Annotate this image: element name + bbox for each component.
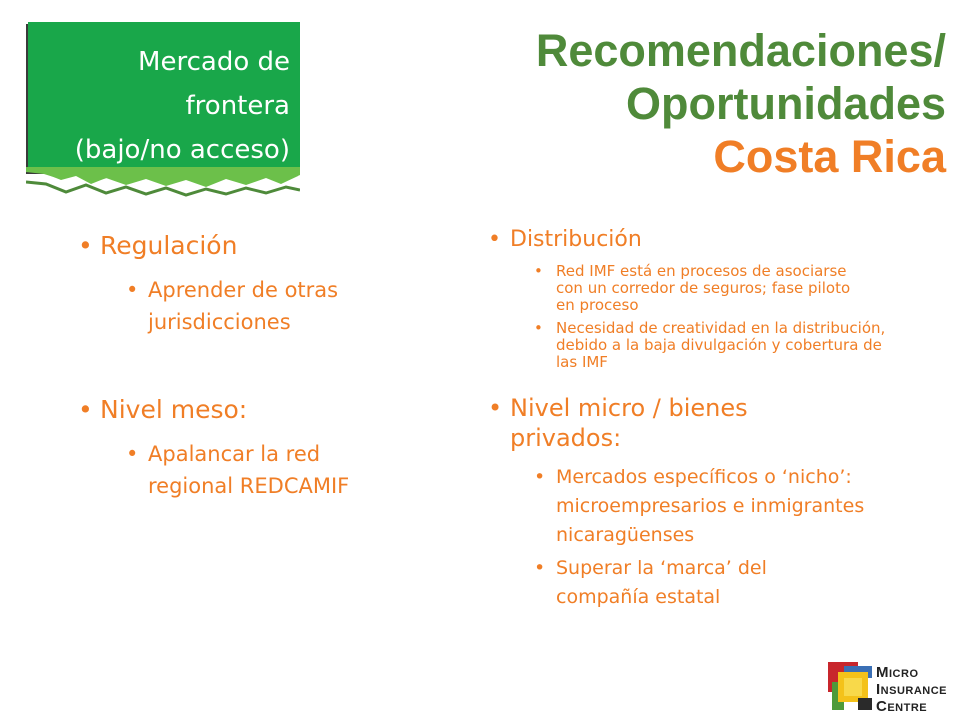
badge-line-2: frontera [185,91,290,121]
sub-bullet [556,463,916,550]
bullet-label: Nivel meso: [100,395,248,424]
bullet-label: Nivel micro / bienes privados: [510,394,748,452]
logo-cap: C [876,698,888,715]
logo-word: NSURANCE [880,685,948,697]
title-line-2: Oportunidades [625,78,946,129]
sub-bullet-text: Apalancar la red regional REDCAMIF [148,442,350,498]
title-line-1: Recomendaciones/ [535,25,946,76]
bullet-nivel-micro [510,393,840,453]
logo-word: ICRO [889,668,919,680]
sub-bullet [556,320,896,371]
left-bullets [100,230,430,502]
logo-cap: M [876,664,889,681]
bullet-regulacion [100,230,430,262]
sub-bullet-text: Red IMF está en procesos de asociarse con un corredor de seguros; fase piloto en proceso [556,262,851,314]
sub-bullet [556,263,856,314]
bullet-nivel-meso [100,394,430,426]
title-line-3: Costa Rica [713,131,946,182]
right-bullets [510,225,930,612]
slide-title [536,24,946,183]
logo-text [876,665,947,716]
logo-cap: I [876,681,881,698]
badge-text [75,40,290,172]
sub-bullet [148,438,378,502]
sub-bullet-text: Necesidad de creatividad en la distribución, debido a la baja divulgación y cobertura de las IMF [556,319,886,371]
topic-badge [26,22,300,197]
badge-line-1: Mercado de [138,47,290,77]
logo-mark-icon [828,662,874,712]
sub-bullet-text: Mercados específicos o ‘nicho’: microempresarios e inmigrantes nicaragüenses [556,466,865,546]
sub-bullet-text: Superar la ‘marca’ del compañía estatal [556,557,767,608]
bullet-distribucion [510,225,930,255]
bullet-label: Regulación [100,231,238,260]
microinsurance-centre-logo [828,662,956,714]
sub-bullet-text: Aprender de otras jurisdicciones [148,278,339,334]
logo-word: ENTRE [887,702,928,714]
sub-bullet [556,554,826,612]
bullet-label: Distribución [510,227,642,252]
badge-line-3: (bajo/no acceso) [74,135,290,165]
sub-bullet [148,274,430,338]
